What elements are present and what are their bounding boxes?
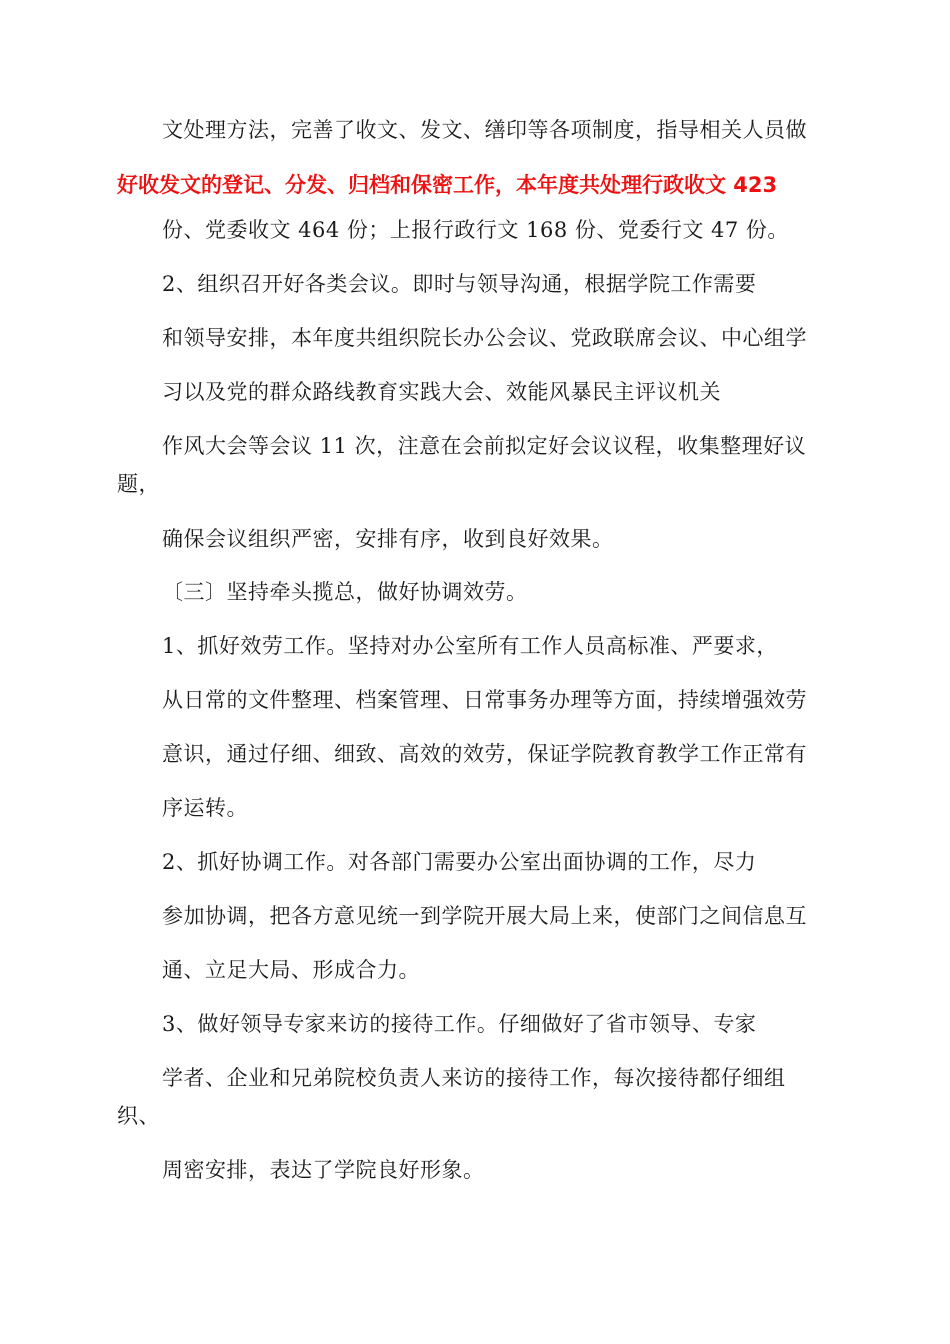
paragraph-line: 2、组织召开好各类会议。即时与领导沟通，根据学院工作需要 <box>162 272 757 296</box>
paragraph-line: 作风大会等会议 11 次，注意在会前拟定好会议议程，收集整理好议 <box>162 434 807 458</box>
paragraph-line: 通、立足大局、形成合力。 <box>162 958 420 982</box>
paragraph-line: 3、做好领导专家来访的接待工作。仔细做好了省市领导、专家 <box>162 1012 757 1036</box>
paragraph-line: 1、抓好效劳工作。坚持对办公室所有工作人员高标准、严要求， <box>162 634 778 658</box>
paragraph-line: 从日常的文件整理、档案管理、日常事务办理等方面，持续增强效劳 <box>162 688 807 712</box>
section-heading: 〔三〕坚持牵头揽总，做好协调效劳。 <box>162 580 528 604</box>
highlighted-line: 好收发文的登记、分发、归档和保密工作，本年度共处理行政收文 423 <box>117 173 778 197</box>
paragraph-line: 2、抓好协调工作。对各部门需要办公室出面协调的工作，尽力 <box>162 850 757 874</box>
paragraph-line: 序运转。 <box>162 796 248 820</box>
paragraph-line: 意识，通过仔细、细致、高效的效劳，保证学院教育教学工作正常有 <box>162 742 807 766</box>
paragraph-line: 题， <box>117 472 160 496</box>
paragraph-line: 周密安排，表达了学院良好形象。 <box>162 1158 485 1182</box>
paragraph-line: 参加协调，把各方意见统一到学院开展大局上来，使部门之间信息互 <box>162 904 807 928</box>
paragraph-line: 份、党委收文 464 份；上报行政行文 168 份、党委行文 47 份。 <box>162 218 789 242</box>
paragraph-line: 确保会议组织严密，安排有序，收到良好效果。 <box>162 527 614 551</box>
paragraph-line: 和领导安排，本年度共组织院长办公会议、党政联席会议、中心组学 <box>162 326 807 350</box>
paragraph-line: 习以及党的群众路线教育实践大会、效能风暴民主评议机关 <box>162 380 721 404</box>
paragraph-line: 织、 <box>117 1104 160 1128</box>
paragraph-line: 学者、企业和兄弟院校负责人来访的接待工作，每次接待都仔细组 <box>162 1066 786 1090</box>
paragraph-line: 文处理方法，完善了收文、发文、缮印等各项制度，指导相关人员做 <box>162 118 807 142</box>
